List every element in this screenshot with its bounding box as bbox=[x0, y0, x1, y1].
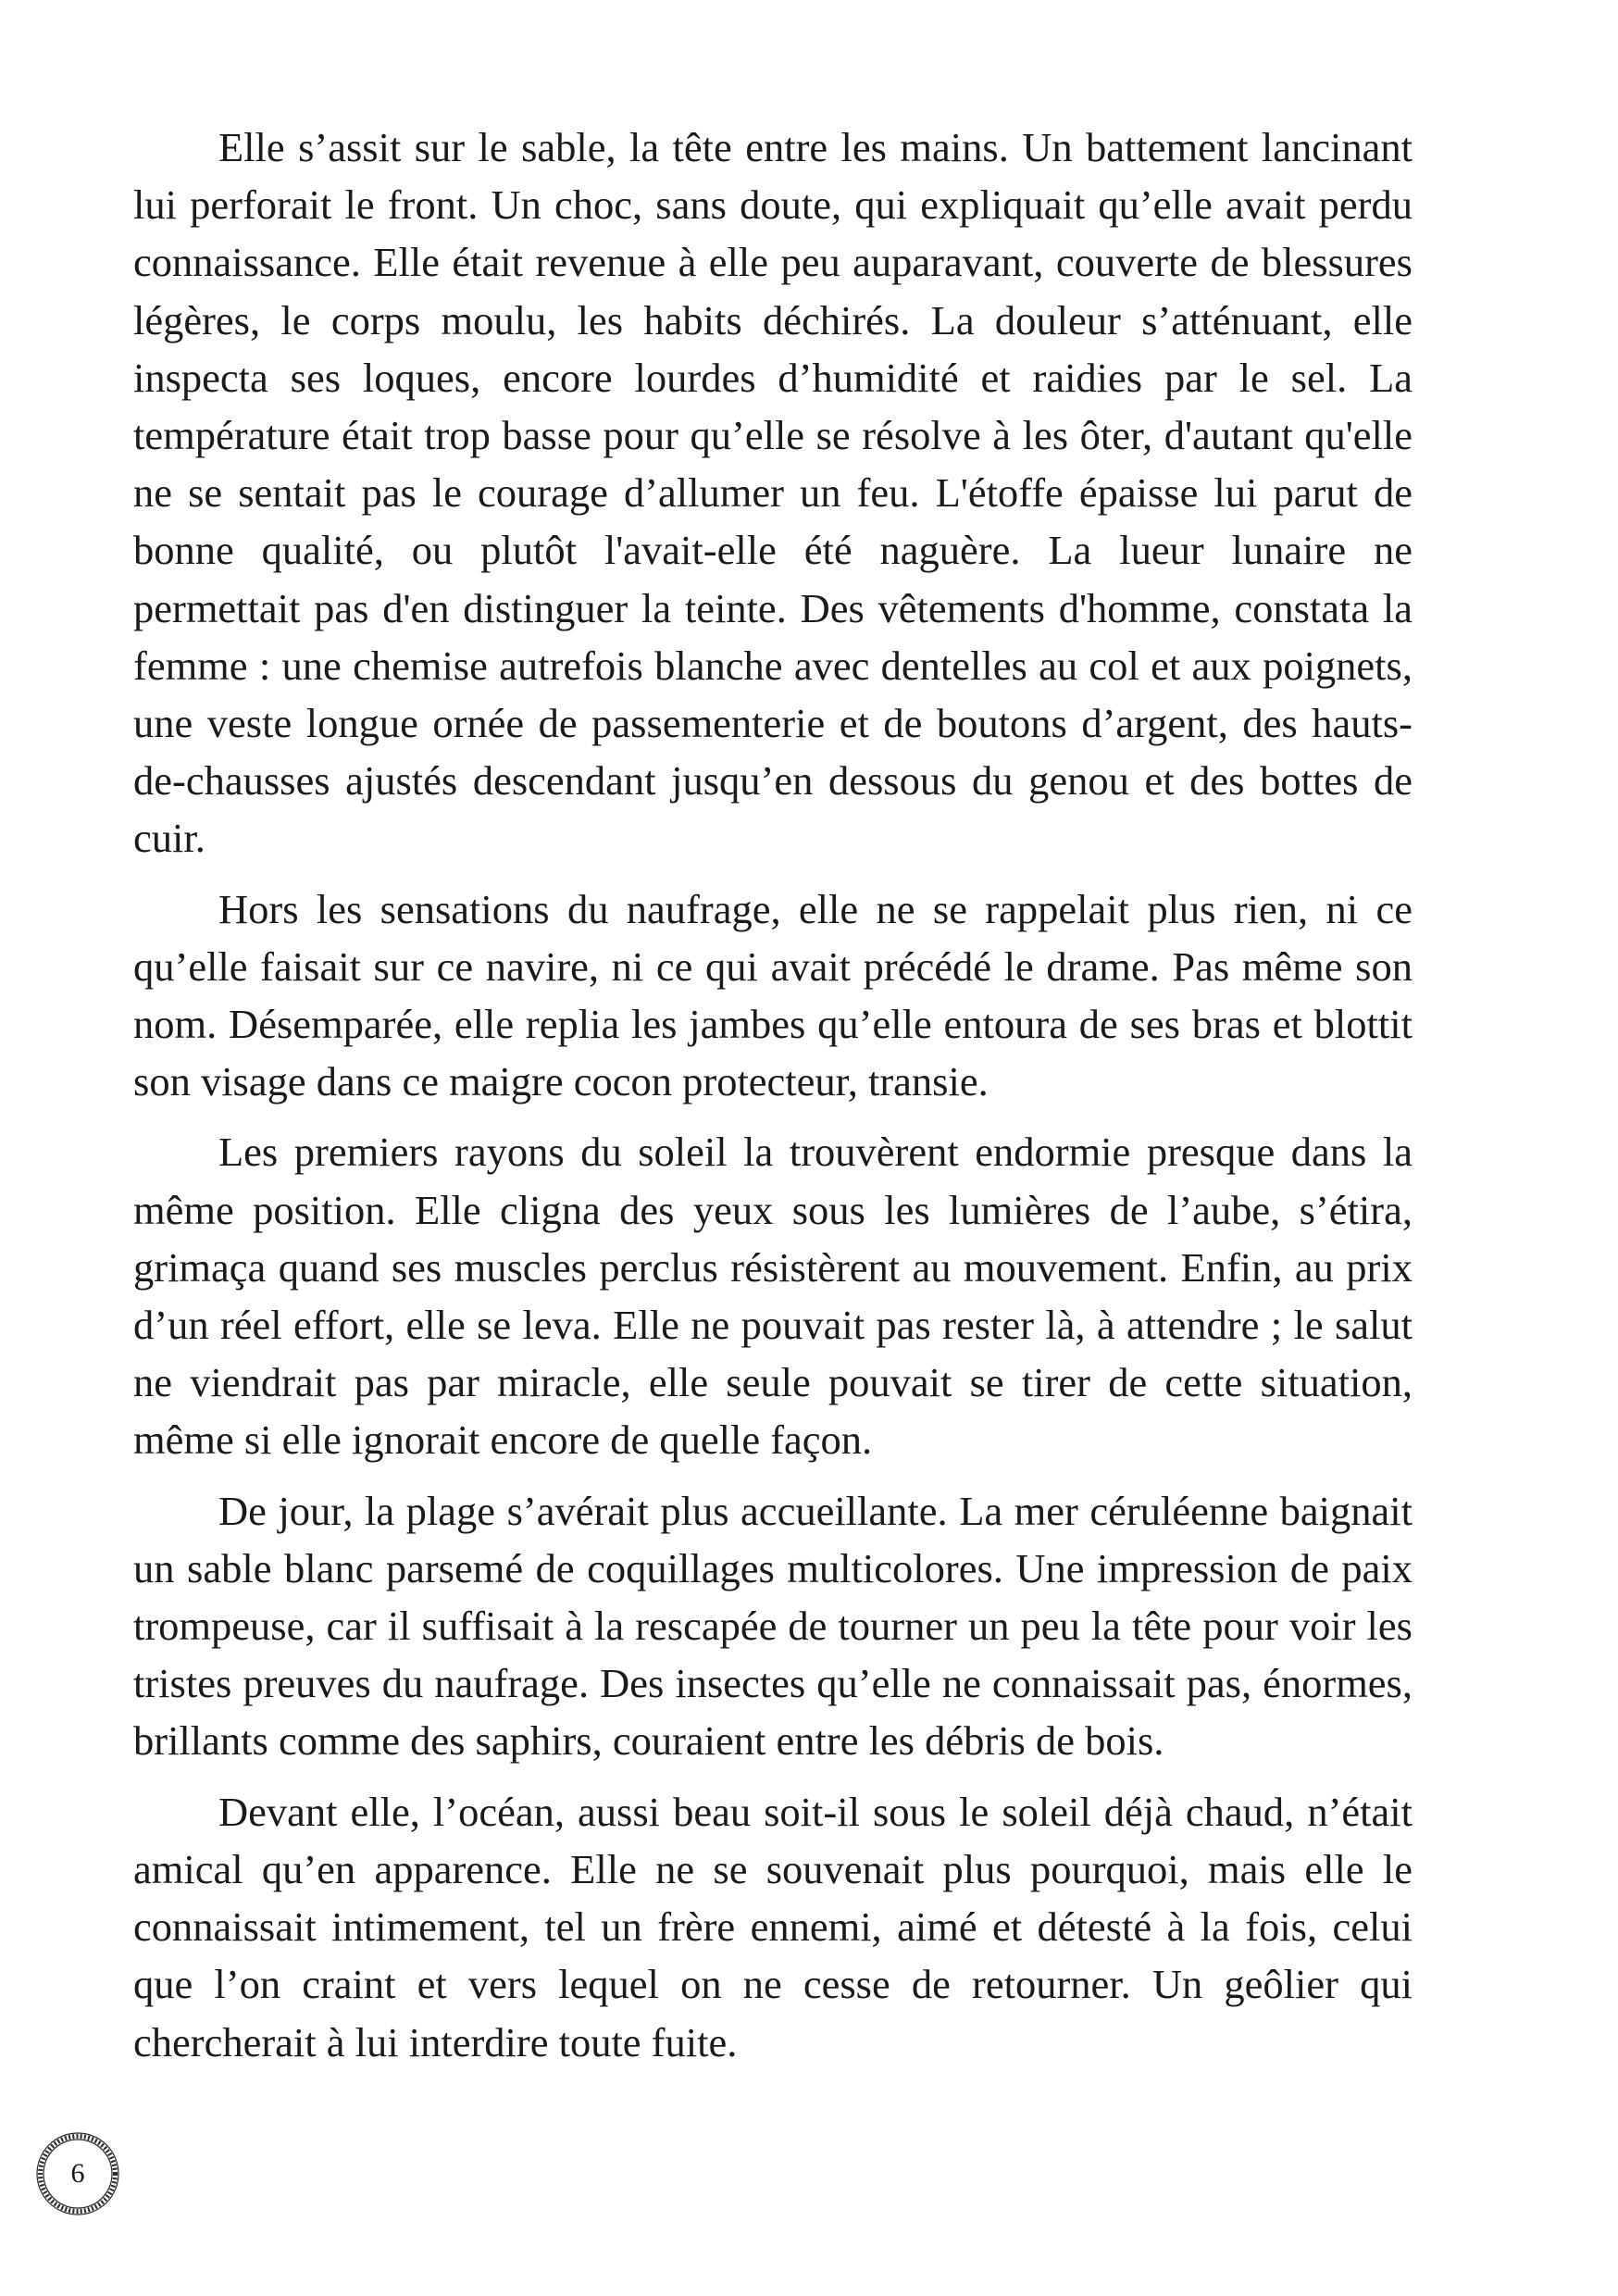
page-number: 6 bbox=[70, 2158, 85, 2189]
paragraph-3: Les premiers rayons du soleil la trouvèrent endormie presque dans la même position. Elle cligna des yeux sous les lumières de l’aube, s’étira, grimaça quand ses muscles perclus résistèrent au mouvement. Enfin, au prix d’un réel effort, elle se leva. Elle ne pouvait pas rester là, à attendre ; le salut ne viendrait pas par miracle, elle seule pouvait se tirer de cette situation, même si elle ignorait encore de quelle façon. bbox=[133, 1129, 1413, 1464]
paragraph-1: Elle s’assit sur le sable, la tête entre les mains. Un battement lancinant lui perforait le front. Un choc, sans doute, qui expliquait qu’elle avait perdu connaissance. Elle était revenue à elle peu auparavant, couverte de blessures légères, le corps moulu, les habits déchirés. La douleur s’atténuant, elle inspecta ses loques, encore lourdes d’humidité et raidies par le sel. La température était trop basse pour qu’elle se résolve à les ôter, d'autant qu'elle ne se sentait pas le courage d’allumer un feu. L'étoffe épaisse lui parut de bonne qualité, ou plutôt l'avait-elle été naguère. La lueur lunaire ne permettait pas d'en distinguer la teinte. Des vêtements d'homme, constata la femme : une chemise autrefois blanche avec dentelles au col et aux poignets, une veste longue ornée de passementerie et de boutons d’argent, des hauts-de-chausses ajustés descendant jusqu’en dessous du genou et des bottes de cuir. bbox=[133, 124, 1413, 862]
body-text bbox=[133, 119, 1413, 2084]
paragraph-4: De jour, la plage s’avérait plus accueillante. La mer céruléenne baignait un sable blanc parsemé de coquillages multicolores. Une impression de paix trompeuse, car il suffisait à la rescapée de tourner un peu la tête pour voir les tristes preuves du naufrage. Des insectes qu’elle ne connaissait pas, énormes, brillants comme des saphirs, couraient entre les débris de bois. bbox=[133, 1487, 1413, 1765]
paragraph-5: Devant elle, l’océan, aussi beau soit-il sous le soleil déjà chaud, n’était amical qu’en apparence. Elle ne se souvenait plus pourquoi, mais elle le connaissait intimement, tel un frère ennemi, aimé et détesté à la fois, celui que l’on craint et vers lequel on ne cesse de retourner. Un geôlier qui chercherait à lui interdire toute fuite. bbox=[133, 1788, 1413, 2065]
paragraph-2: Hors les sensations du naufrage, elle ne se rappelait plus rien, ni ce qu’elle faisait sur ce navire, ni ce qui avait précédé le drame. Pas même son nom. Désemparée, elle replia les jambes qu’elle entoura de ses bras et blottit son visage dans ce maigre cocon protecteur, transie. bbox=[133, 885, 1413, 1105]
page-number-badge bbox=[31, 2128, 124, 2220]
